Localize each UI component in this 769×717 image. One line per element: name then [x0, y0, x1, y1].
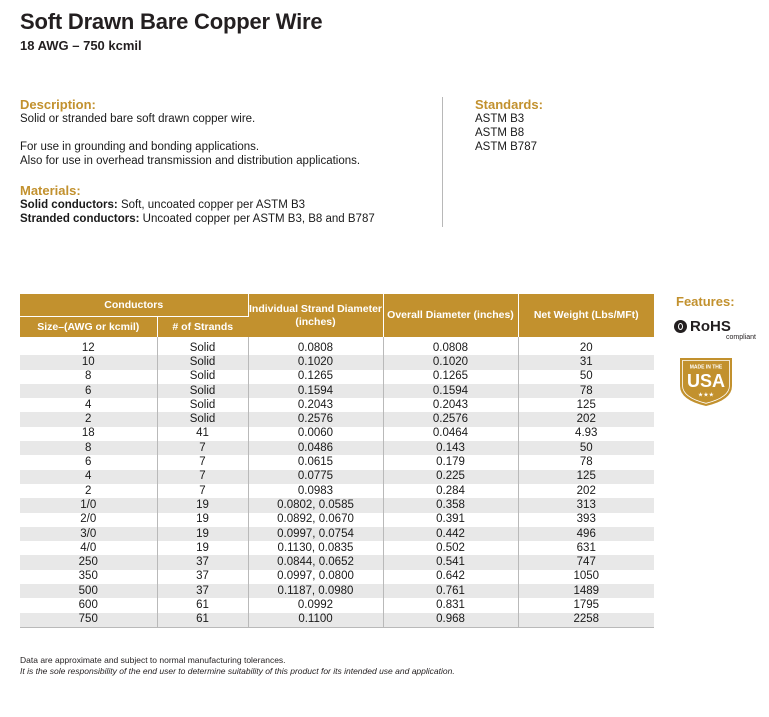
cell-strand-diameter: 0.0775	[248, 470, 383, 484]
disclaimer-line-1: Data are approximate and subject to normal manufacturing tolerances.	[20, 655, 286, 665]
cell-strand-diameter: 0.0997, 0.0800	[248, 570, 383, 584]
standards-heading: Standards:	[475, 97, 543, 112]
cell-overall-diameter: 0.1020	[383, 355, 518, 369]
materials-section	[20, 183, 440, 226]
cell-strands: 61	[157, 613, 248, 628]
cell-net-weight: 50	[579, 370, 593, 383]
conductors-group-header: Conductors	[20, 294, 248, 317]
cell-net-weight: 202	[576, 484, 596, 497]
cell-strands: 41	[157, 427, 248, 441]
cell-strand-diameter: 0.1130, 0.0835	[248, 541, 383, 555]
rohs-subtext: compliant	[726, 334, 756, 341]
cell-strand-diameter: 0.1100	[248, 613, 383, 628]
cell-overall-diameter: 0.761	[383, 584, 518, 598]
features-heading: Features:	[676, 294, 735, 309]
cell-net-weight: 313	[518, 498, 654, 512]
cell-net-weight: 1489	[518, 584, 654, 598]
standard-item: ASTM B3	[475, 113, 525, 125]
table-row	[20, 484, 654, 498]
cell-net-weight: 202	[518, 412, 654, 426]
cell-size: 4	[20, 398, 157, 412]
cell-strands: 37	[157, 570, 248, 584]
cell-strands: 7	[157, 470, 248, 484]
cell-size: 6	[20, 384, 157, 398]
cell-size: 6	[20, 455, 157, 469]
table-row	[20, 498, 654, 512]
disclaimer	[20, 655, 455, 677]
cell-net-weight: 78	[579, 456, 593, 469]
cell-strand-diameter: 0.2576	[248, 412, 383, 426]
cell-size: 350	[20, 570, 157, 584]
cell-strands: 7	[157, 484, 248, 498]
table-row	[20, 598, 654, 612]
cell-overall-diameter: 0.1265	[383, 370, 518, 384]
cell-net-weight: 31	[518, 355, 654, 369]
materials-heading: Materials:	[20, 183, 81, 198]
table-row	[20, 555, 654, 569]
table-row	[20, 441, 654, 455]
cell-net-weight: 125	[518, 470, 654, 484]
cell-strands: Solid	[157, 412, 248, 426]
cell-strands: Solid	[157, 337, 248, 355]
table-row	[20, 412, 654, 426]
cell-net-weight: 2258	[518, 613, 654, 628]
section-divider	[442, 97, 443, 227]
table-row	[20, 384, 654, 398]
table-row	[20, 355, 654, 369]
page-subtitle: 18 AWG – 750 kcmil	[20, 38, 142, 53]
cell-overall-diameter: 0.2043	[383, 398, 518, 412]
cell-strands: Solid	[157, 398, 248, 412]
cell-net-weight: 496	[518, 527, 654, 541]
cell-overall-diameter: 0.502	[383, 541, 518, 555]
materials-stranded	[20, 212, 440, 226]
column-header-net-weight: Net Weight (Lbs/MFt)	[518, 294, 654, 337]
cell-strands: Solid	[157, 370, 248, 384]
cell-strand-diameter: 0.1187, 0.0980	[248, 584, 383, 598]
cell-net-weight: 1050	[573, 570, 600, 583]
table-row	[20, 455, 654, 469]
usa-badge-stars: ★★★	[697, 391, 715, 399]
cell-strands: 7	[157, 441, 248, 455]
cell-size: 250	[20, 555, 157, 569]
materials-solid-text: Soft, uncoated copper per ASTM B3	[117, 199, 306, 211]
cell-overall-diameter: 0.391	[383, 513, 518, 527]
cell-net-weight: 4.93	[575, 427, 598, 440]
cell-strands: 7	[157, 455, 248, 469]
cell-net-weight: 125	[576, 398, 596, 411]
cell-overall-diameter: 0.284	[383, 484, 518, 498]
made-in-usa-badge	[678, 356, 734, 408]
cell-size: 2	[20, 484, 157, 498]
cell-strand-diameter: 0.0802, 0.0585	[248, 498, 383, 512]
rohs-text: RoHS	[690, 318, 731, 335]
cell-size: 750	[20, 613, 157, 628]
cell-overall-diameter: 0.0464	[383, 427, 518, 441]
page-title: Soft Drawn Bare Copper Wire	[20, 9, 323, 34]
materials-stranded-text: Uncoated copper per ASTM B3, B8 and B787	[139, 213, 375, 225]
column-header-size: Size–(AWG or kcmil)	[20, 317, 157, 338]
cell-strand-diameter: 0.0983	[248, 484, 383, 498]
cell-size: 2/0	[20, 513, 157, 527]
table-row	[20, 584, 654, 598]
standard-item: ASTM B8	[475, 127, 525, 139]
cell-overall-diameter: 0.831	[383, 598, 518, 612]
cell-strands: Solid	[157, 384, 248, 398]
materials-stranded-label: Stranded conductors:	[20, 213, 140, 225]
cell-size: 12	[20, 337, 157, 355]
cell-strand-diameter: 0.0486	[248, 441, 383, 455]
cell-overall-diameter: 0.0808	[383, 337, 518, 355]
column-header-strands: # of Strands	[157, 317, 248, 338]
cell-strand-diameter: 0.0844, 0.0652	[248, 555, 383, 569]
usa-badge-top-text: MADE IN THE	[689, 364, 723, 371]
cell-net-weight: 1795	[573, 598, 600, 611]
standards-section	[475, 97, 675, 154]
cell-overall-diameter: 0.143	[383, 441, 518, 455]
cell-strands: 19	[157, 498, 248, 512]
cell-size: 2	[20, 412, 157, 426]
rohs-badge	[674, 318, 764, 341]
cell-size: 1/0	[20, 498, 157, 512]
cell-size: 8	[20, 441, 157, 455]
cell-strand-diameter: 0.1020	[248, 355, 383, 369]
cell-strands: Solid	[157, 355, 248, 369]
cell-size: 18	[20, 427, 157, 441]
table-row	[20, 513, 654, 527]
cell-overall-diameter: 0.642	[383, 570, 518, 584]
table-row	[20, 470, 654, 484]
table-row	[20, 337, 654, 355]
cell-overall-diameter: 0.442	[383, 527, 518, 541]
table-row	[20, 613, 654, 628]
cell-overall-diameter: 0.1594	[383, 384, 518, 398]
cell-net-weight: 20	[579, 341, 593, 354]
rohs-leaf-icon	[674, 320, 687, 333]
materials-solid	[20, 198, 440, 212]
cell-strands: 37	[157, 584, 248, 598]
cell-strand-diameter: 0.2043	[248, 398, 383, 412]
cell-size: 10	[20, 355, 157, 369]
usa-badge-main-text: USA	[686, 371, 726, 391]
table-row	[20, 398, 654, 412]
column-header-overall-diameter: Overall Diameter (inches)	[383, 294, 518, 337]
table-row	[20, 541, 654, 555]
materials-solid-label: Solid conductors:	[20, 199, 118, 211]
cell-strand-diameter: 0.0892, 0.0670	[248, 513, 383, 527]
description-line: Solid or stranded bare soft drawn copper wire.	[20, 113, 256, 125]
cell-overall-diameter: 0.2576	[383, 412, 518, 426]
disclaimer-line-2: It is the sole responsibility of the end user to determine suitability of this product for its intended use and application.	[20, 666, 455, 676]
cell-size: 600	[20, 598, 157, 612]
cell-strand-diameter: 0.1265	[248, 370, 383, 384]
description-line: For use in grounding and bonding applications.	[20, 141, 260, 153]
cell-net-weight: 78	[518, 384, 654, 398]
cell-strands: 19	[157, 541, 248, 555]
cell-strand-diameter: 0.1594	[248, 384, 383, 398]
cell-size: 4/0	[20, 541, 157, 555]
cell-overall-diameter: 0.968	[383, 613, 518, 628]
table-body	[20, 337, 654, 627]
cell-net-weight: 747	[518, 555, 654, 569]
table-row	[20, 527, 654, 541]
standard-item: ASTM B787	[475, 141, 537, 153]
cell-size: 3/0	[20, 527, 157, 541]
table-row	[20, 370, 654, 384]
cell-overall-diameter: 0.225	[383, 470, 518, 484]
cell-strand-diameter: 0.0997, 0.0754	[248, 527, 383, 541]
cell-strand-diameter: 0.0615	[248, 455, 383, 469]
cell-size: 4	[20, 470, 157, 484]
cell-overall-diameter: 0.358	[383, 498, 518, 512]
cell-strands: 37	[157, 555, 248, 569]
table-row	[20, 427, 654, 441]
cell-size: 8	[20, 370, 157, 384]
cell-strands: 61	[157, 598, 248, 612]
cell-strand-diameter: 0.0992	[248, 598, 383, 612]
cell-overall-diameter: 0.179	[383, 455, 518, 469]
cell-net-weight: 631	[576, 541, 596, 554]
cell-net-weight: 50	[518, 441, 654, 455]
description-section	[20, 97, 440, 168]
cell-net-weight: 393	[576, 513, 596, 526]
column-header-strand-diameter: Individual Strand Diameter (inches)	[248, 294, 383, 337]
description-line: Also for use in overhead transmission and distribution applications.	[20, 155, 361, 167]
cell-strands: 19	[157, 527, 248, 541]
cell-strand-diameter: 0.0808	[248, 337, 383, 355]
specifications-table	[20, 294, 654, 628]
table-row	[20, 570, 654, 584]
cell-strands: 19	[157, 513, 248, 527]
description-heading: Description:	[20, 97, 96, 112]
cell-overall-diameter: 0.541	[383, 555, 518, 569]
cell-strand-diameter: 0.0060	[248, 427, 383, 441]
cell-size: 500	[20, 584, 157, 598]
